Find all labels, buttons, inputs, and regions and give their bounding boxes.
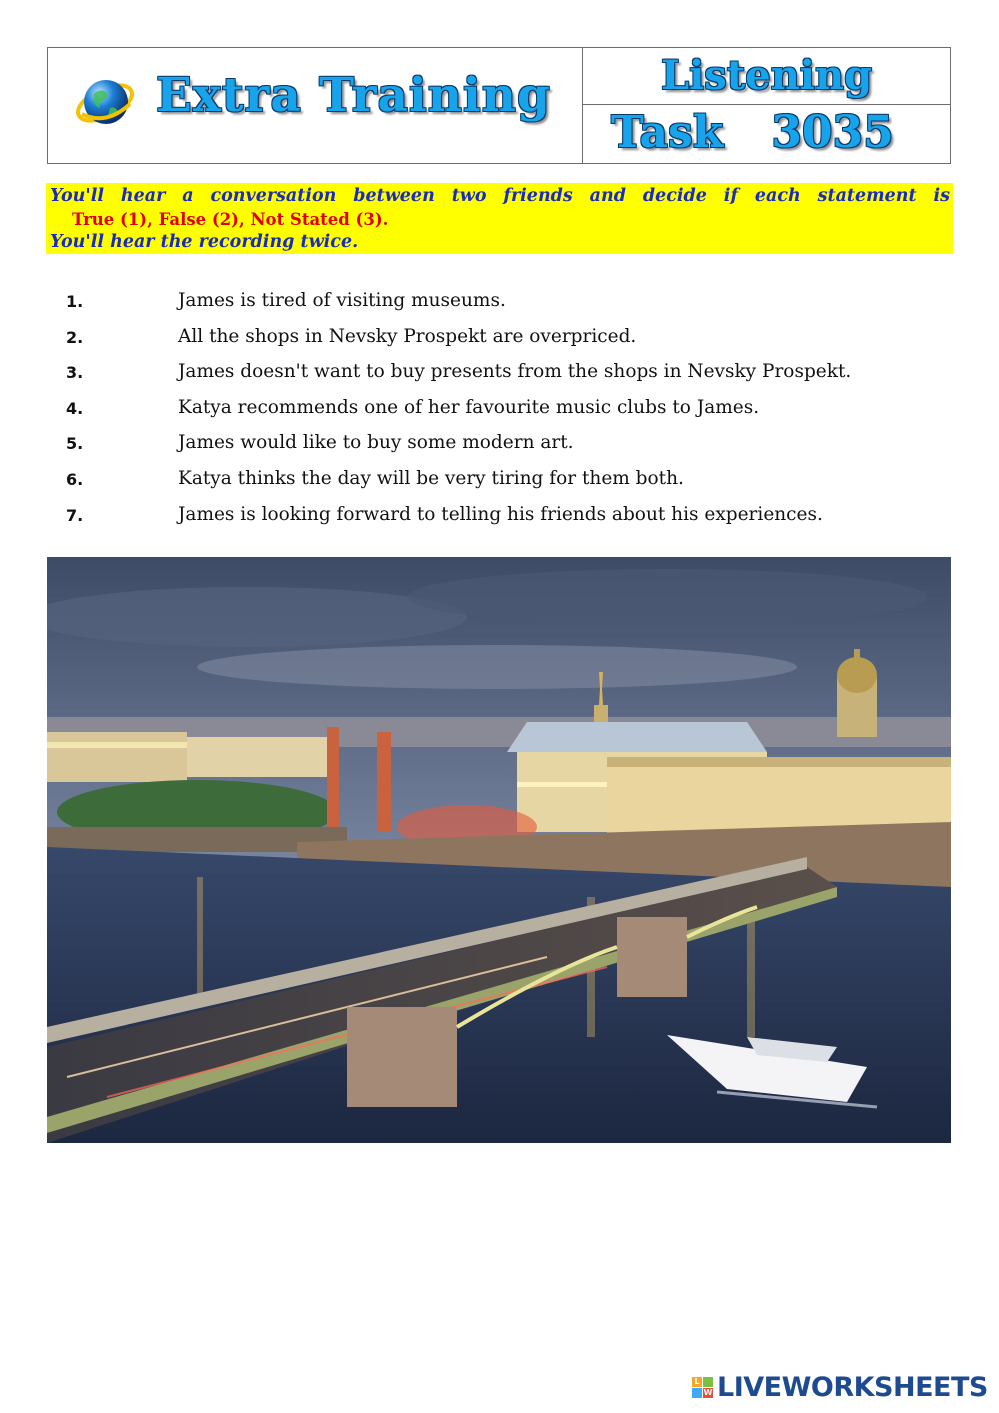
statement-text: All the shops in Nevsky Prospekt are overpriced. <box>178 325 637 347</box>
statement-item <box>66 432 946 468</box>
globe-logo-icon <box>74 70 136 132</box>
statement-text: James is looking forward to telling his friends about his experiences. <box>178 503 823 525</box>
statement-number: 3. <box>66 363 84 383</box>
city-bridge-photo <box>47 557 951 1143</box>
statement-item <box>66 504 946 540</box>
statement-item <box>66 326 946 362</box>
brand-title: Extra Training <box>156 68 551 123</box>
task-title <box>611 107 894 158</box>
logo-block-letter: L <box>692 1377 702 1387</box>
statement-item <box>66 397 946 433</box>
statement-text: Katya recommends one of her favourite music clubs to James. <box>178 396 760 418</box>
statement-number: 2. <box>66 327 84 347</box>
instruction-line-3: You'll hear the recording twice. <box>50 232 359 252</box>
instructions-box <box>46 183 953 254</box>
statement-text: James would like to buy some modern art. <box>178 432 574 454</box>
task-label: Task <box>611 107 724 158</box>
statement-item <box>66 361 946 397</box>
brand-cell <box>48 48 583 163</box>
logo-block-letter: W <box>703 1388 713 1397</box>
instruction-line-1: You'll hear a conversation between two friends and decide if each statement is <box>50 186 950 206</box>
statement-text: Katya thinks the day will be very tiring for them both. <box>178 467 684 489</box>
listening-label: Listening <box>660 52 873 99</box>
worksheet-header <box>47 47 951 164</box>
logo-block <box>692 1388 702 1398</box>
liveworksheets-wordmark: LIVEWORKSHEETS <box>717 1372 988 1403</box>
listening-cell <box>583 48 950 105</box>
statement-number: 6. <box>66 469 84 489</box>
statement-number: 1. <box>66 292 84 311</box>
task-number: 3035 <box>771 107 894 158</box>
statement-item <box>66 468 946 504</box>
instruction-line-2: True (1), False (2), Not Stated (3). <box>72 210 389 229</box>
statement-text: James doesn't want to buy presents from the shops in Nevsky Prospekt. <box>178 361 852 383</box>
statement-number: 5. <box>66 434 84 454</box>
liveworksheets-logo-icon <box>692 1377 714 1399</box>
statement-number: 4. <box>66 398 84 418</box>
statement-list <box>66 290 946 539</box>
statement-item <box>66 290 946 326</box>
statement-number: 7. <box>66 505 84 525</box>
task-cell <box>583 105 950 163</box>
city-photo-illustration <box>47 557 951 1143</box>
statement-text: James is tired of visiting museums. <box>178 290 506 311</box>
logo-block <box>703 1377 713 1387</box>
